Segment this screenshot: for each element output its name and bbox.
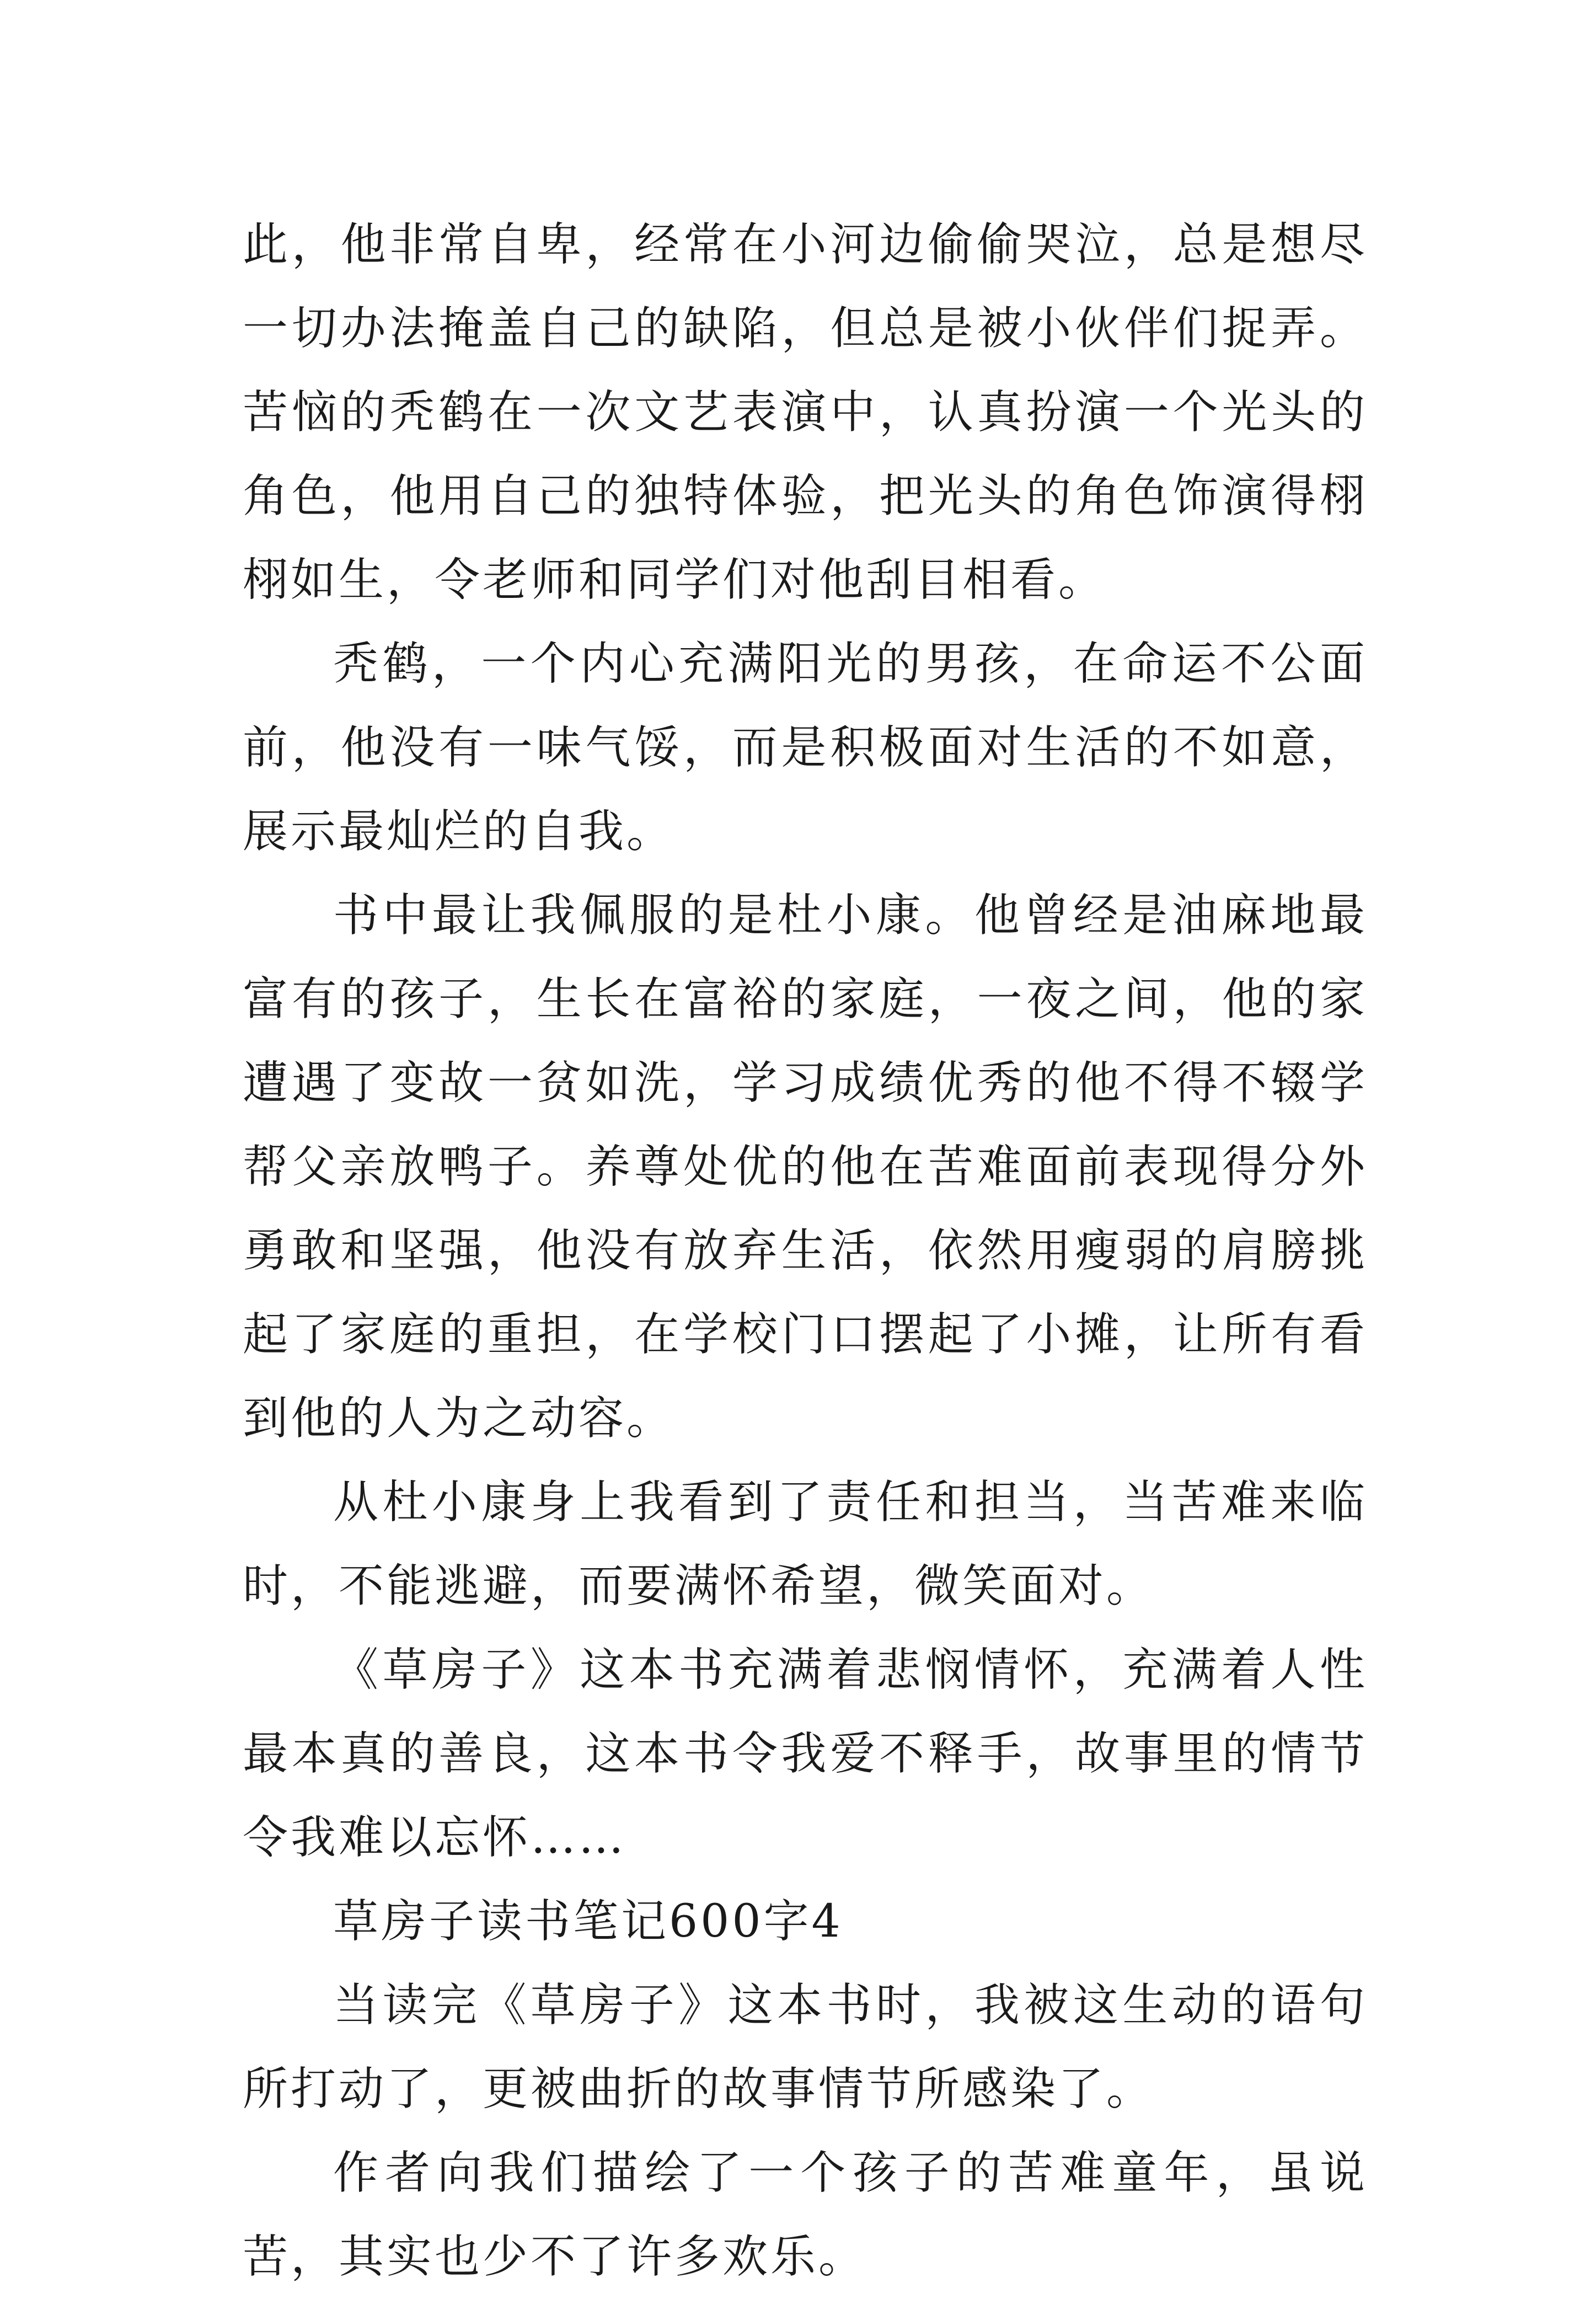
document-body: [243, 203, 1368, 2299]
body-paragraph: 此，他非常自卑，经常在小河边偷偷哭泣，总是想尽一切办法掩盖自己的缺陷，但总是被小伙伴们捉弄。苦恼的秃鹤在一次文艺表演中，认真扮演一个光头的角色，他用自己的独特体验，把光头的角色饰演得栩栩如生，令老师和同学们对他刮目相看。: [243, 218, 1368, 606]
body-paragraph: 《草房子》这本书充满着悲悯情怀，充满着人性最本真的善良，这本书令我爱不释手，故事里的情节令我难以忘怀……: [243, 1644, 1368, 1864]
section-heading: 草房子读书笔记600字4: [333, 1895, 843, 1948]
body-paragraph: 作者向我们描绘了一个孩子的苦难童年，虽说苦，其实也少不了许多欢乐。: [243, 2147, 1368, 2283]
body-paragraph: 当读完《草房子》这本书时，我被这生动的语句所打动了，更被曲折的故事情节所感染了。: [243, 1979, 1368, 2115]
body-paragraph: 从杜小康身上我看到了责任和担当，当苦难来临时，不能逃避，而要满怀希望，微笑面对。: [243, 1476, 1368, 1612]
body-paragraph: 书中最让我佩服的是杜小康。他曾经是油麻地最富有的孩子，生长在富裕的家庭，一夜之间，他的家遭遇了变故一贫如洗，学习成绩优秀的他不得不辍学帮父亲放鸭子。养尊处优的他在苦难面前表现得分外勇敢和坚强，他没有放弃生活，依然用瘦弱的肩膀挑起了家庭的重担，在学校门口摆起了小摊，让所有看到他的人为之动容。: [243, 889, 1368, 1445]
body-paragraph: 秃鹤，一个内心充满阳光的男孩，在命运不公面前，他没有一味气馁，而是积极面对生活的不如意，展示最灿烂的自我。: [243, 638, 1368, 858]
